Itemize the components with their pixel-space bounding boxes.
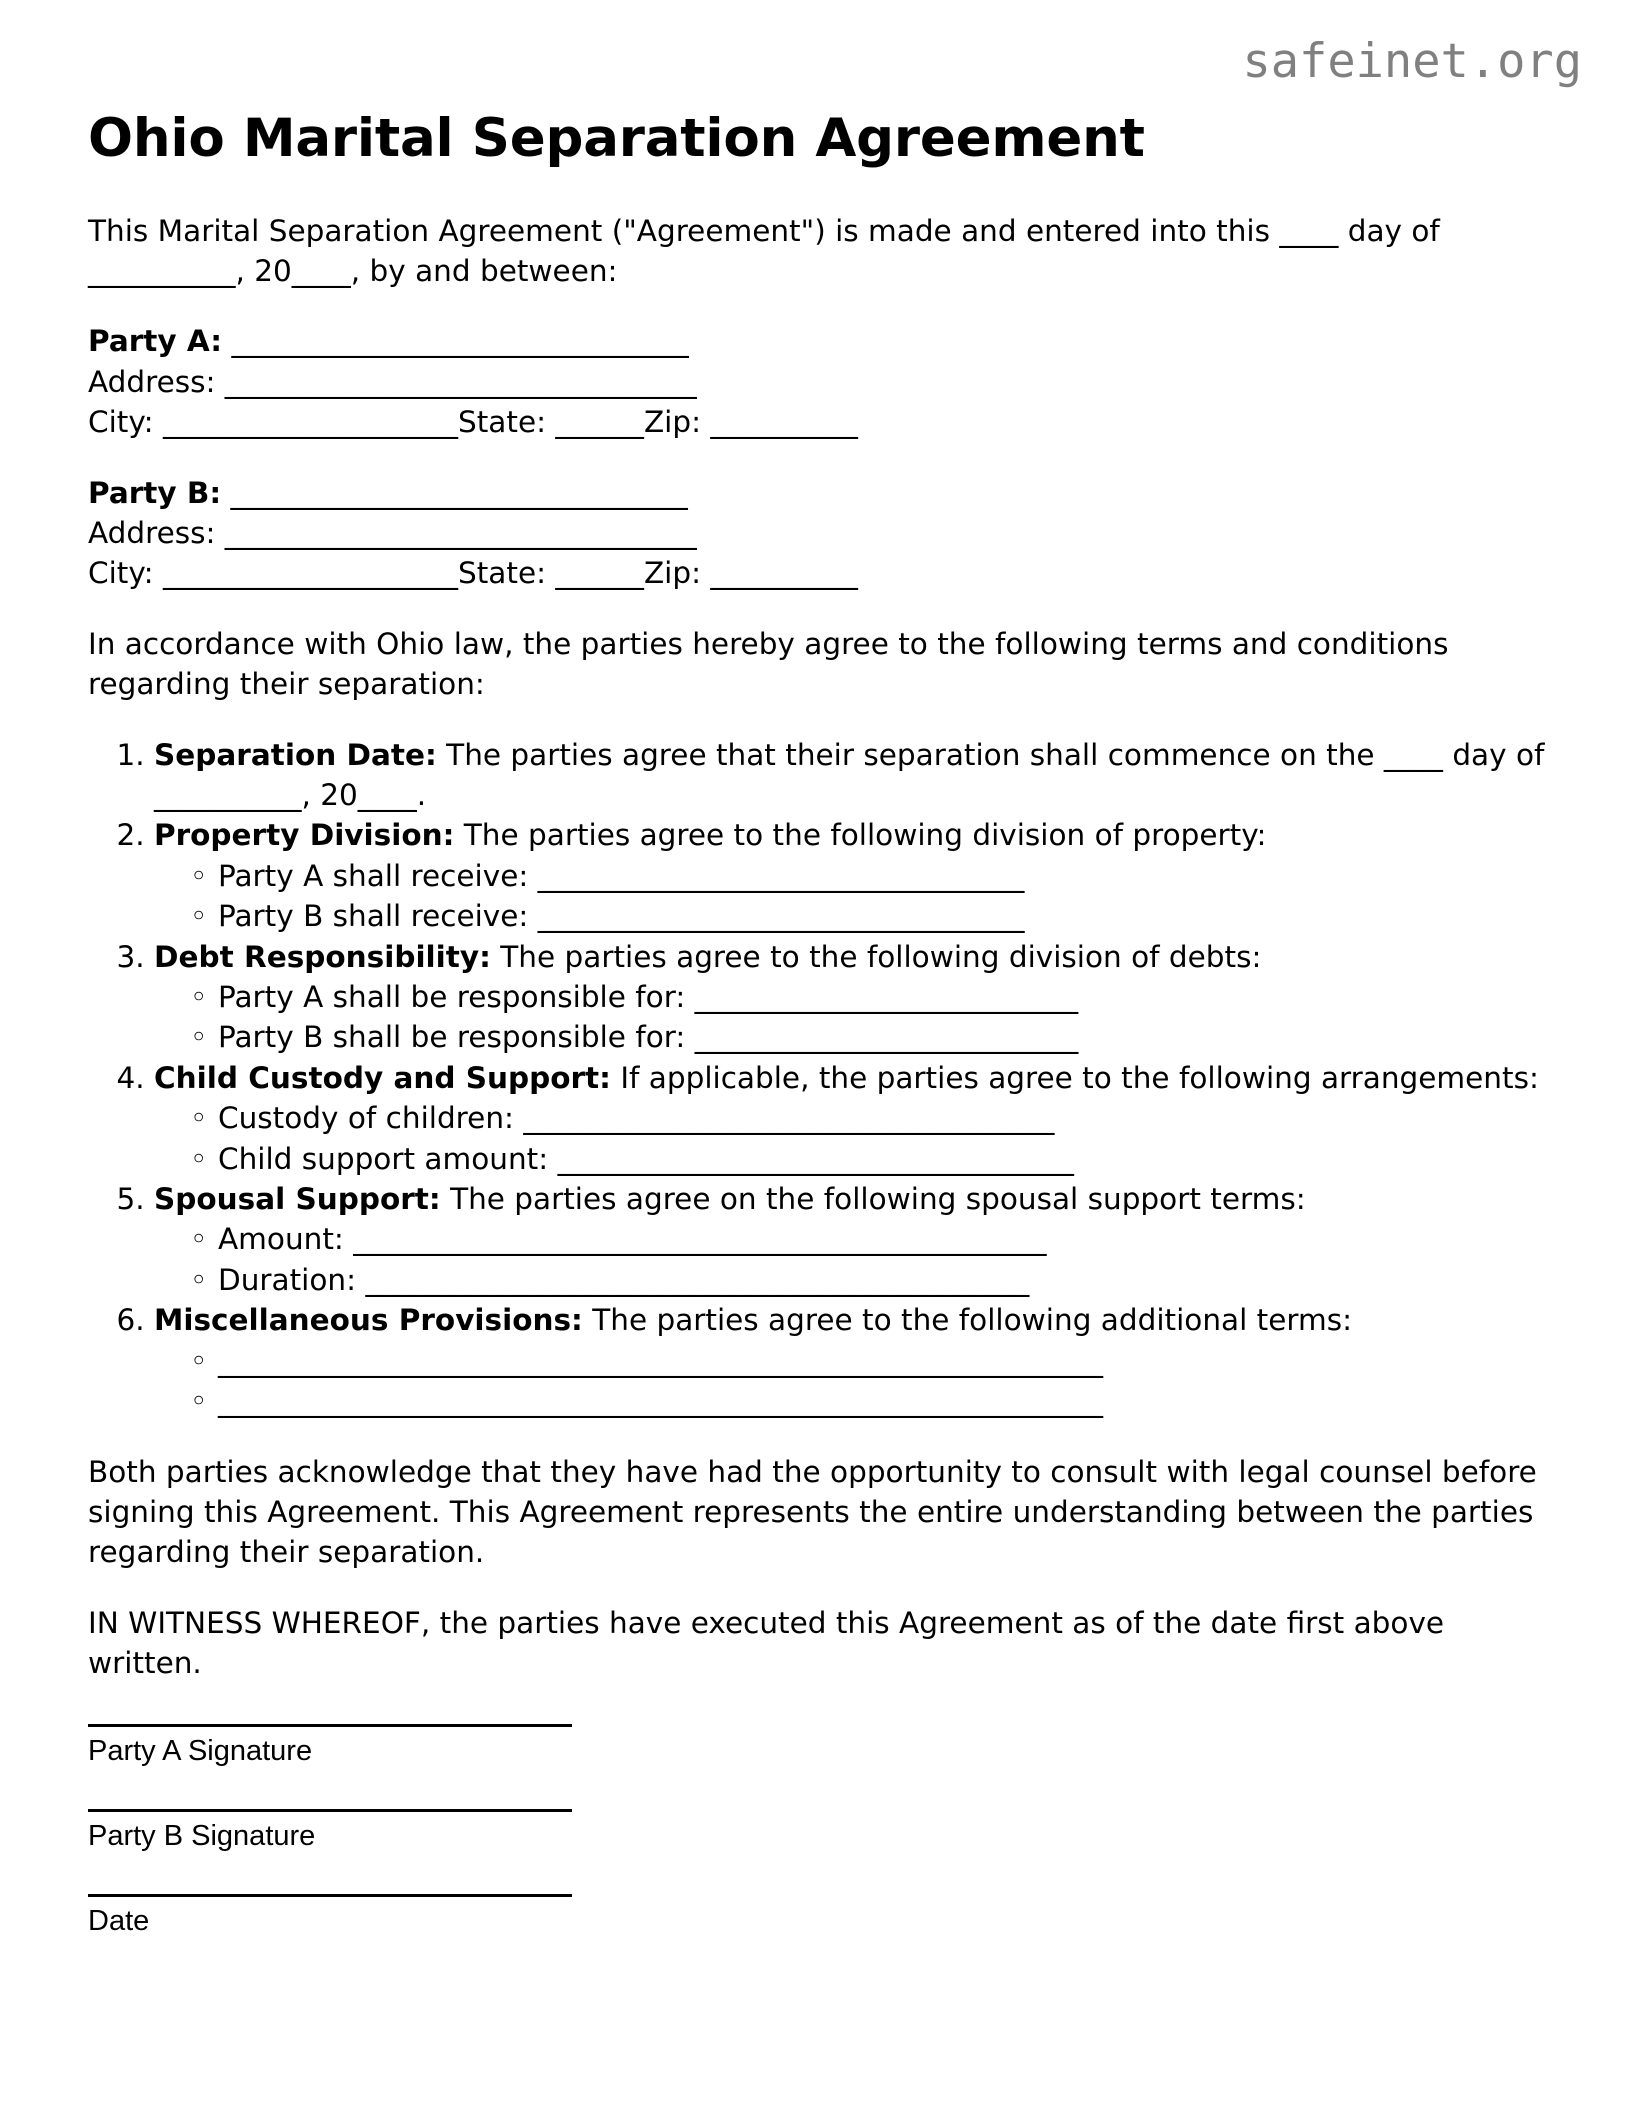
term-body: The parties agree that their separation shall commence on the ____ day of __________, 20____. bbox=[154, 737, 1545, 812]
term-subitem[interactable]: ◦ Amount: _______________________________________________ bbox=[218, 1219, 1556, 1259]
party-a-name-blank[interactable]: _______________________________ bbox=[222, 324, 689, 359]
intro-paragraph: This Marital Separation Agreement ("Agreement") is made and entered into this ____ day of __________, 20____, by and between: bbox=[88, 213, 1440, 288]
term-sublist bbox=[154, 1219, 1556, 1300]
term-heading: Separation Date: bbox=[154, 737, 437, 772]
signature-label: Party A Signature bbox=[88, 1734, 313, 1767]
signature-group bbox=[88, 1724, 1556, 1769]
term-body: If applicable, the parties agree to the following arrangements: bbox=[610, 1060, 1539, 1095]
term-text bbox=[154, 738, 1544, 812]
party-b-zip-blank[interactable]: __________ bbox=[701, 556, 858, 591]
term-subitem[interactable]: ◦ Custody of children: ____________________________________ bbox=[218, 1098, 1556, 1138]
acknowledgement-paragraph: Both parties acknowledge that they have had the opportunity to consult with legal counsel before signing this Agreement. This Agreement represents the entire understanding between the parties regarding their separation. bbox=[88, 1454, 1537, 1570]
party-a-city-blank[interactable]: ____________________ bbox=[153, 405, 459, 440]
party-a-name-line bbox=[88, 321, 1556, 361]
term-sublist bbox=[154, 977, 1556, 1058]
term-item bbox=[154, 815, 1556, 936]
term-item bbox=[154, 1179, 1556, 1300]
term-body: The parties agree on the following spousal support terms: bbox=[440, 1182, 1306, 1217]
party-b-city-label: City: bbox=[88, 556, 154, 591]
party-a-state-blank[interactable]: ______ bbox=[546, 405, 644, 440]
party-a-zip-label: Zip: bbox=[643, 405, 702, 440]
term-body: The parties agree to the following division of debts: bbox=[490, 939, 1262, 974]
term-body: The parties agree to the following additional terms: bbox=[582, 1303, 1353, 1338]
term-text bbox=[154, 1182, 1306, 1216]
party-b-address-line bbox=[88, 513, 1556, 553]
term-subitem[interactable]: ◦ Party B shall be responsible for: __________________________ bbox=[218, 1017, 1556, 1057]
document-body bbox=[88, 108, 1556, 1979]
term-sublist bbox=[154, 1098, 1556, 1179]
term-heading: Child Custody and Support: bbox=[154, 1060, 611, 1095]
site-watermark: safeinet.org bbox=[1242, 34, 1582, 89]
signature-group bbox=[88, 1894, 1556, 1939]
signature-block bbox=[88, 1724, 1556, 1940]
term-heading: Debt Responsibility: bbox=[154, 939, 491, 974]
party-a-city-label: City: bbox=[88, 405, 154, 440]
terms-list bbox=[88, 735, 1556, 1422]
term-item bbox=[154, 1300, 1556, 1421]
party-a-state-label: State: bbox=[458, 405, 547, 440]
signature-line[interactable] bbox=[88, 1809, 572, 1812]
term-body: The parties agree to the following division of property: bbox=[454, 818, 1267, 853]
term-subitem[interactable]: ◦ Child support amount: ___________________________________ bbox=[218, 1139, 1556, 1179]
term-subitem[interactable]: ◦ Party B shall receive: _________________________________ bbox=[218, 896, 1556, 936]
term-item bbox=[154, 735, 1556, 816]
party-b-state-label: State: bbox=[458, 556, 547, 591]
party-a-city-line bbox=[88, 402, 1556, 442]
signature-line[interactable] bbox=[88, 1894, 572, 1897]
term-heading: Property Division: bbox=[154, 818, 455, 853]
term-sublist bbox=[154, 856, 1556, 937]
party-b-city-blank[interactable]: ____________________ bbox=[153, 556, 459, 591]
term-heading: Spousal Support: bbox=[154, 1182, 441, 1217]
party-a-address-blank[interactable]: ________________________________ bbox=[215, 364, 697, 399]
term-subitem[interactable]: ◦ Duration: _____________________________________________ bbox=[218, 1260, 1556, 1300]
term-subitem[interactable]: ◦ Party A shall receive: _________________________________ bbox=[218, 856, 1556, 896]
signature-group bbox=[88, 1809, 1556, 1854]
signature-line[interactable] bbox=[88, 1724, 572, 1727]
party-a-label: Party A: bbox=[88, 324, 223, 359]
party-b-name-line bbox=[88, 473, 1556, 513]
page-title: Ohio Marital Separation Agreement bbox=[88, 108, 1145, 169]
term-subitem[interactable]: ◦ ____________________________________________________________ bbox=[218, 1381, 1556, 1421]
party-b-zip-label: Zip: bbox=[643, 556, 702, 591]
term-item bbox=[154, 1058, 1556, 1179]
accordance-paragraph: In accordance with Ohio law, the parties hereby agree to the following terms and conditions regarding their separation: bbox=[88, 626, 1449, 702]
party-a-zip-blank[interactable]: __________ bbox=[701, 405, 858, 440]
party-a-address-label: Address: bbox=[88, 364, 216, 399]
term-sublist bbox=[154, 1341, 1556, 1422]
term-text bbox=[154, 1061, 1539, 1095]
term-heading: Miscellaneous Provisions: bbox=[154, 1303, 583, 1338]
party-b-block bbox=[88, 473, 1556, 594]
party-a-address-line bbox=[88, 362, 1556, 402]
party-b-address-label: Address: bbox=[88, 515, 216, 550]
party-b-name-blank[interactable]: _______________________________ bbox=[221, 475, 688, 510]
party-b-address-blank[interactable]: ________________________________ bbox=[215, 515, 697, 550]
term-text bbox=[154, 818, 1267, 852]
party-b-label: Party B: bbox=[88, 475, 222, 510]
term-text bbox=[154, 940, 1261, 974]
term-text bbox=[154, 1303, 1352, 1337]
party-b-city-line bbox=[88, 553, 1556, 593]
term-subitem[interactable]: ◦ Party A shall be responsible for: __________________________ bbox=[218, 977, 1556, 1017]
party-a-block bbox=[88, 321, 1556, 442]
term-item bbox=[154, 937, 1556, 1058]
party-b-state-blank[interactable]: ______ bbox=[546, 556, 644, 591]
signature-label: Party B Signature bbox=[88, 1819, 316, 1852]
witness-paragraph: IN WITNESS WHEREOF, the parties have executed this Agreement as of the date first above written. bbox=[88, 1605, 1445, 1681]
term-subitem[interactable]: ◦ ____________________________________________________________ bbox=[218, 1341, 1556, 1381]
signature-label: Date bbox=[88, 1905, 150, 1938]
